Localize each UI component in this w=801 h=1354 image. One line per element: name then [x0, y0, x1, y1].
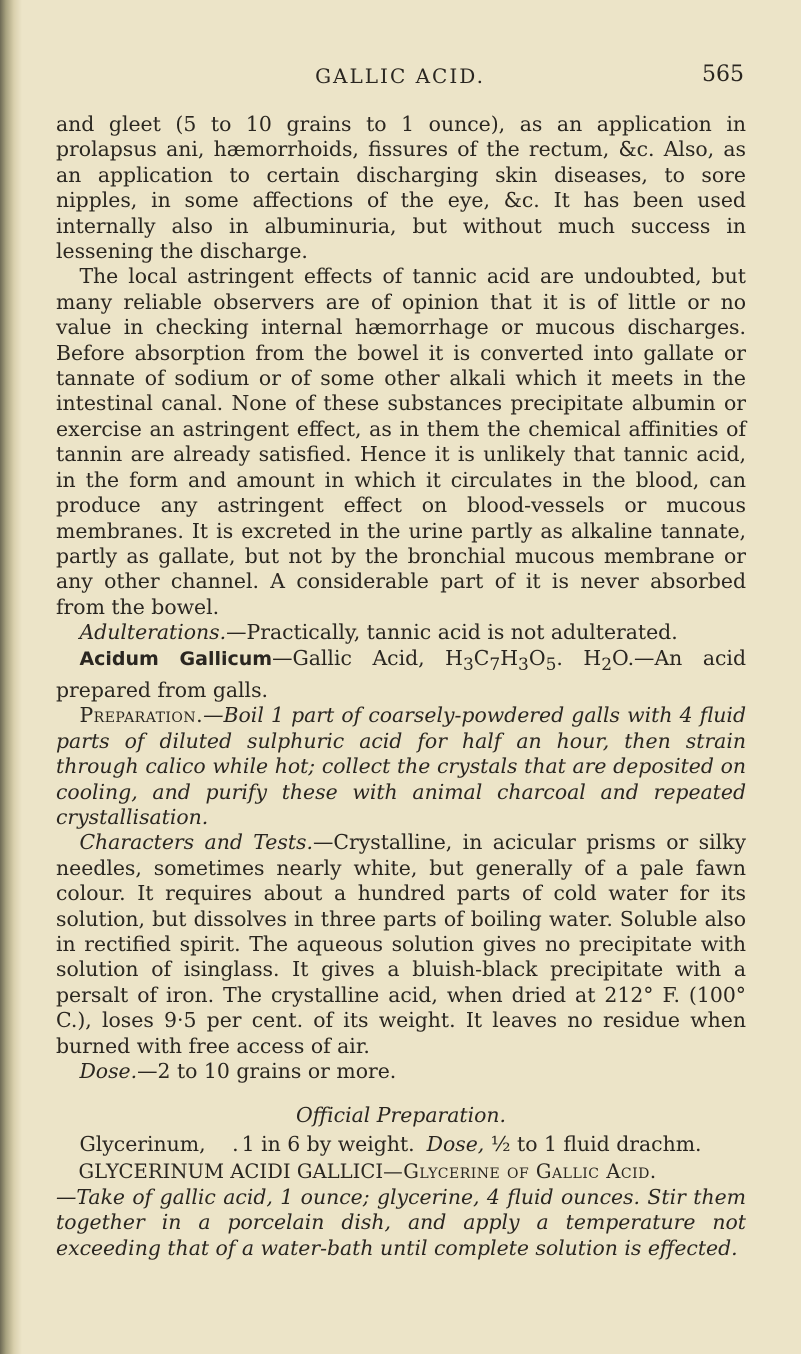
characters-label: Characters and Tests.	[79, 830, 313, 855]
body-text	[56, 112, 746, 1261]
official-preparation-heading: Official Preparation.	[295, 1102, 507, 1127]
glycerinum-title: GLYCERINUM ACIDI GALLICI	[78, 1160, 384, 1184]
acidum-gallicum-heading: Acidum Gallicum	[79, 647, 273, 670]
leader-dots: .	[232, 1131, 239, 1156]
dose-text: —2 to 10 grains or more.	[137, 1059, 397, 1084]
formula-sub: 3	[462, 654, 474, 675]
paragraph-astringent-effects: The local astringent effects of tannic acid are undoubted, but many reliable observers are of opinion that it is of little or no value in checking internal hæmorrhage or mucous discharges. Before absorption from the bowel it is converted into gallate or tannate of sodium or of some other alkali which it meets in the intestinal canal. None of these substances precipitate albumin or exercise an astringent effect, as in them the chemical affinities of tannin are already satisfied. Hence it is unlikely that tannic acid, in the form and amount in which it circulates in the blood, can produce any astringent effect on blood-vessels or mucous membranes. It is excreted in the urine partly as alkaline tannate, partly as gallate, but not by the bronchial mucous membrane or any other channel. A considerable part of it is never absorbed from the bowel.	[56, 264, 746, 619]
formula-sub: 3	[518, 654, 529, 675]
formula-prefix: —Gallic Acid, H	[272, 645, 463, 670]
page-number: 565	[702, 62, 744, 87]
formula-sub: 2	[601, 654, 613, 675]
adulterations-text: —Practically, tannic acid is not adulterated.	[226, 620, 678, 645]
preparation-text: —Boil 1 part of coarsely-powdered galls with 4 fluid parts of diluted sulphuric acid for half an hour, then strain through calico while hot; collect the crystals that are deposited on cooling, and purify these with animal charcoal and repeated crystallisation.	[56, 703, 746, 830]
glycerinum-heading	[56, 1159, 746, 1184]
paragraph-acidum-gallicum	[56, 646, 746, 704]
official-dose-label: Dose,	[426, 1131, 485, 1156]
acidum-description: O.—An acid prepared from galls.	[56, 645, 746, 703]
paragraph-adulterations	[56, 620, 746, 645]
adulterations-label: Adulterations.	[79, 620, 227, 645]
formula-element: H	[500, 645, 519, 670]
paragraph-application: and gleet (5 to 10 grains to 1 ounce), as an application in prolapsus ani, hæmorrhoids, fissures of the rectum, &c. Also, as an application to certain discharging skin diseases, to sore nipples, in some affections of the eye, &c. It has been used internally also in albuminuria, but without much success in lessening the discharge.	[56, 112, 746, 264]
running-title: GALLIC ACID.	[315, 64, 485, 88]
official-preparation-entry	[56, 1132, 746, 1157]
running-head	[40, 62, 760, 92]
formula-element: . H	[556, 645, 602, 670]
glycerinum-subtitle: —Glycerine of Gallic Acid.	[383, 1160, 657, 1184]
paragraph-characters-tests	[56, 830, 746, 1059]
formula-element: O	[528, 645, 546, 670]
official-dose-text: ½ to 1 fluid drachm.	[490, 1131, 702, 1156]
formula-sub: 5	[545, 654, 557, 675]
official-item-name: Glycerinum,	[79, 1131, 206, 1156]
dose-label: Dose.	[79, 1059, 138, 1084]
formula-element: C	[473, 645, 490, 670]
paragraph-dose	[56, 1059, 746, 1084]
characters-text: —Crystalline, in acicular prisms or silky needles, sometimes nearly white, but generally of a pale fawn colour. It requires about a hundred parts of cold water for its solution, but dissolves in three parts of boiling water. Soluble also in rectified spirit. The aqueous solution gives no precipitate with solution of isinglass. It gives a bluish-black precipitate with a persalt of iron. The crystalline acid, when dried at 212° F. (100° C.), loses 9·5 per cent. of its weight. It leaves no residue when burned with free access of air.	[56, 830, 746, 1058]
preparation-label: Preparation.	[79, 703, 204, 728]
official-ratio: 1 in 6 by weight.	[241, 1131, 415, 1156]
glycerinum-directions: —Take of gallic acid, 1 ounce; glycerine, 4 fluid ounces. Stir them together in a porcelain dish, and apply a temperature not exceeding that of a water-bath until complete solution is effected.	[56, 1184, 746, 1260]
paragraph-preparation	[56, 703, 746, 830]
formula-sub: 7	[489, 654, 501, 675]
